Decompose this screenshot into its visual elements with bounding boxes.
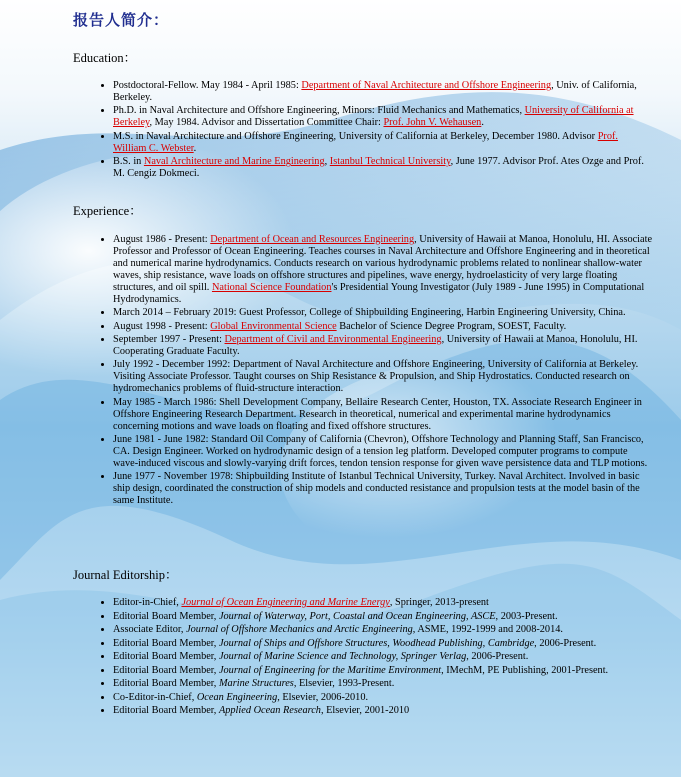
link-naval-architecture-offshore-dept[interactable]: Department of Naval Architecture and Offshore Engineering [301, 80, 552, 91]
link-prof-webster[interactable]: Prof. William C. Webster [113, 130, 618, 154]
link-uc-berkeley[interactable]: University of California at Berkeley [113, 105, 634, 129]
list-item: • Postdoctoral-Fellow. May 1984 - April 1985: Department of Naval Architecture and Offshore Engineering, Univ. of California, Berkeley. [113, 80, 653, 104]
list-item: • B.S. in Naval Architecture and Marine Engineering, Istanbul Technical University, June 1977. Advisor Prof. Ates Ozge and Prof. M. Cengiz Dokmeci. [113, 156, 653, 180]
link-national-science-foundation[interactable]: National Science Foundation [211, 281, 332, 293]
link-civil-environmental-engineering[interactable]: Department of Civil and Environmental Engineering [224, 334, 442, 346]
list-item: • Editorial Board Member, Applied Ocean Research, Elsevier, 2001-2010 [113, 705, 653, 717]
list-item: • August 1998 - Present: Global Environmental Science Bachelor of Science Degree Program, SOEST, Faculty. [113, 321, 653, 333]
list-item: • Co-Editor-in-Chief, Ocean Engineering, Elsevier, 2006-2010. [113, 692, 653, 704]
list-item: • June 1977 - November 1978: Shipbuilding Institute of Istanbul Technical University, Turkey. Naval Architect. Involved in basic ship design, coordinated the construction of ship models and conducted resistance and propulsion tests at the model basin of the same Institute. [113, 471, 653, 507]
page-title: 报告人简介： [73, 11, 170, 29]
list-item: • Ph.D. in Naval Architecture and Offshore Engineering, Minors: Fluid Mechanics and Mathematics, University of California at Berkeley, May 1984. Advisor and Dissertation Committee Chair: Prof. John V. Wehausen. [113, 105, 653, 129]
link-naval-architecture-marine-eng[interactable]: Naval Architecture and Marine Engineering [143, 156, 325, 168]
experience-list [95, 234, 653, 509]
link-global-environmental-science[interactable]: Global Environmental Science [210, 320, 337, 332]
list-item: • M.S. in Naval Architecture and Offshore Engineering, University of California at Berkeley, December 1980. Advisor Prof. William C. Webster. [113, 131, 653, 155]
list-item: • Editorial Board Member, Marine Structures, Elsevier, 1993-Present. [113, 678, 653, 690]
link-ocean-resources-engineering[interactable]: Department of Ocean and Resources Engineering [210, 234, 415, 245]
education-heading: Education： [73, 51, 137, 65]
list-item: • May 1985 - March 1986: Shell Development Company, Bellaire Research Center, Houston, TX. Associate Research Engineer in Offshore Engineering Research Department. Research in theoretical, numerical and experimental marine hydrodynamics concerning motions and wave loads on floating and fixed offshore structures. [113, 397, 653, 433]
list-item: • July 1992 - December 1992: Department of Naval Architecture and Offshore Engineering, University of California at Berkeley. Visiting Associate Professor. Taught courses on Ship Resistance & Propulsion, and Ship Hydrostatics. Conducted research on hydromechanics problems of fluid-structure interaction. [113, 359, 653, 395]
list-item: • March 2014 – February 2019: Guest Professor, College of Shipbuilding Engineering, Harbin Engineering University, China. [113, 307, 653, 319]
list-item: • June 1981 - June 1982: Standard Oil Company of California (Chevron), Offshore Technology and Planning Staff, San Francisco, CA. Design Engineer. Worked on hydrodynamic design of a tension leg platform. Developed computer programs to compute wave-induced viscous and slowly-varying drift forces, tendon tension response for given wave persistence data and TLP motions. [113, 434, 653, 470]
list-item: • Editorial Board Member, Journal of Ships and Offshore Structures, Woodhead Publishing, Cambridge, 2006-Present. [113, 638, 653, 650]
education-list [95, 80, 653, 182]
list-item: • August 1986 - Present: Department of Ocean and Resources Engineering, University of Hawaii at Manoa, Honolulu, HI. Associate Professor and Professor of Ocean Engineering. Teaches courses in Naval Architecture and Offshore Engineering and in theoretical and numerical marine hydrodynamics. Conducts research on various hydrodynamic problems related to nonlinear shallow-water waves, ship resistance, wave loads on offshore structures and pipelines, wave energy, hydroelasticity of very large floating structures, and oil spill. National Science Foundation's Presidential Young Investigator (July 1989 - June 1995) in Computational Hydrodynamics. [113, 234, 653, 305]
list-item: • Associate Editor, Journal of Offshore Mechanics and Arctic Engineering, ASME, 1992-1999 and 2008-2014. [113, 624, 653, 636]
link-journal-ocean-engineering-marine-energy[interactable]: Journal of Ocean Engineering and Marine Energy [181, 597, 390, 608]
journal-editorship-heading: Journal Editorship： [73, 568, 178, 582]
list-item: • Editorial Board Member, Journal of Waterway, Port, Coastal and Ocean Engineering, ASCE, 2003-Present. [113, 611, 653, 623]
journal-list [95, 597, 653, 719]
link-prof-wehausen[interactable]: Prof. John V. Wehausen [383, 117, 482, 129]
experience-heading: Experience： [73, 204, 142, 218]
list-item: • Editorial Board Member, Journal of Engineering for the Maritime Environment, IMechM, PE Publishing, 2001-Present. [113, 665, 653, 677]
list-item: • September 1997 - Present: Department of Civil and Environmental Engineering, University of Hawaii at Manoa, Honolulu, HI. Cooperating Graduate Faculty. [113, 334, 653, 358]
list-item: • Editor-in-Chief, Journal of Ocean Engineering and Marine Energy, Springer, 2013-present [113, 597, 653, 609]
link-istanbul-technical-university[interactable]: Istanbul Technical University [329, 156, 451, 168]
list-item: • Editorial Board Member, Journal of Marine Science and Technology, Springer Verlag, 2006-Present. [113, 651, 653, 663]
